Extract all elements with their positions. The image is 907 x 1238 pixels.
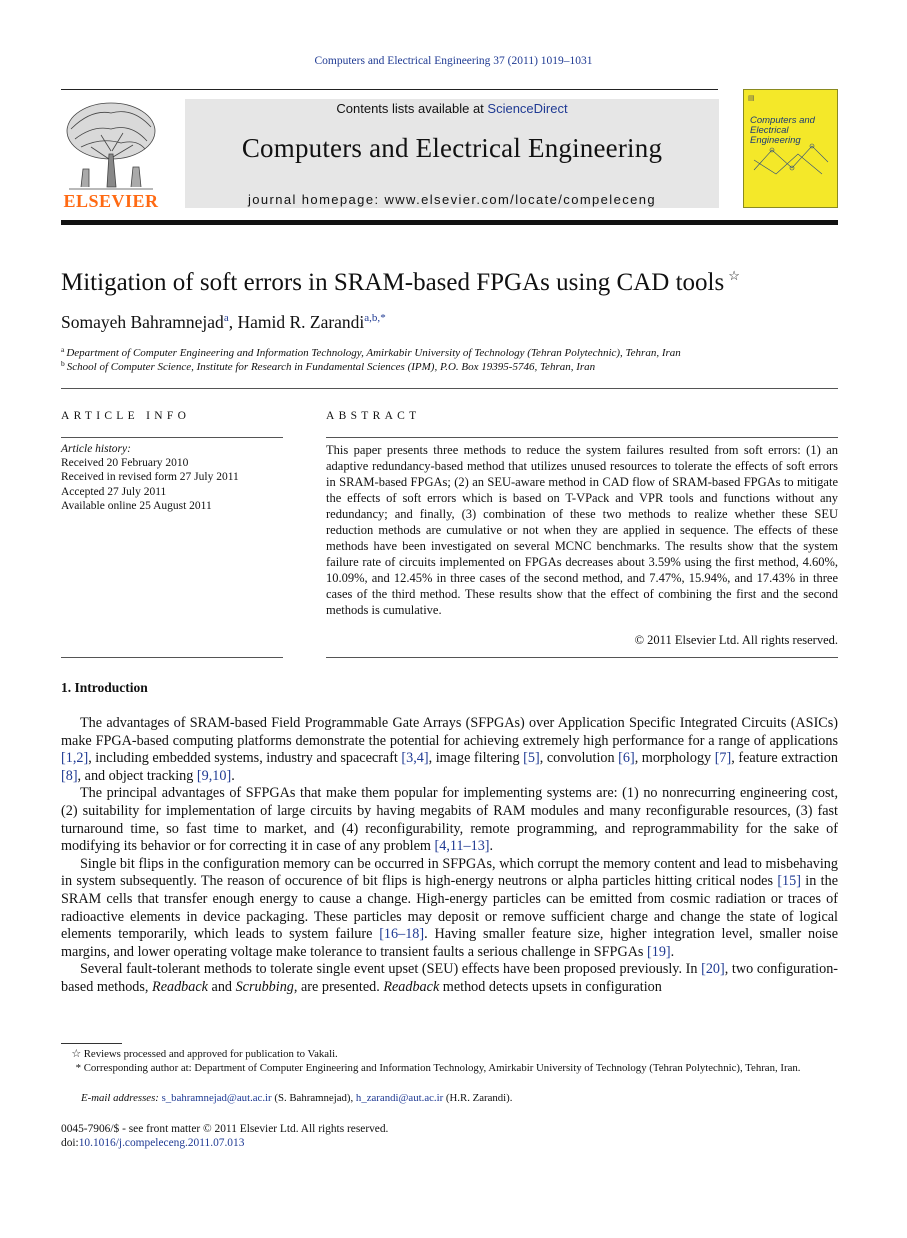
intro-paragraph-4 [61, 961, 838, 996]
p4-text: method detects upsets in configuration [439, 978, 662, 995]
header-top-rule [61, 89, 718, 90]
article-info-bottom-rule [61, 657, 283, 658]
contents-line [185, 101, 719, 116]
author-list: Somayeh Bahramnejad$^a$, Hamid R. Zarandi$^{a,b,*}$ [61, 312, 386, 332]
contents-prefix: Contents lists available at [336, 101, 488, 116]
header-thick-rule [61, 220, 838, 225]
p4-text: and [207, 978, 236, 995]
abstract-copyright: © 2011 Elsevier Ltd. All rights reserved. [634, 633, 838, 647]
citation-link[interactable]: [7] [714, 750, 732, 767]
p1-text: , image filtering [428, 750, 524, 767]
front-matter-info [61, 1122, 388, 1150]
journal-cover-thumbnail[interactable] [743, 89, 838, 208]
title-footnote-star-icon[interactable]: ☆ [728, 268, 740, 283]
affiliation-b [61, 359, 595, 373]
abstract-rule [326, 437, 838, 438]
abstract-bottom-rule [326, 657, 838, 658]
article-history [61, 442, 239, 513]
p3-text: . Having smaller feature size, higher integration level, smaller noise margins, and lower operating voltage make tolerance to transient faults a serious challenge in SFPGAs [61, 926, 838, 960]
accepted-date: Accepted 27 July 2011 [61, 485, 167, 498]
cover-title-line1: Computers and [750, 115, 815, 126]
author-name-1[interactable]: Somayeh Bahramnejad [61, 312, 224, 332]
abstract-heading: ABSTRACT [326, 410, 421, 422]
citation-link[interactable]: [5] [523, 750, 540, 767]
p1-text: , including embedded systems, industry and spacecraft [88, 750, 402, 767]
revised-date: Received in revised form 27 July 2011 [61, 471, 239, 484]
article-info-rule [61, 437, 283, 438]
affiliation-a [61, 345, 681, 359]
p1-text: , and object tracking [77, 767, 197, 784]
p4-term: Scrubbing [235, 978, 294, 995]
citation-link[interactable]: [9,10] [196, 767, 232, 784]
journal-name: Computers and Electrical Engineering [241, 133, 663, 163]
email-link-1[interactable]: s_bahramnejad@aut.ac.ir [161, 1092, 272, 1104]
p1-text: The advantages of SRAM-based Field Programmable Gate Arrays (SFPGAs) over Application Specific Integrated Circuits (ASICs) make FPGA-based computing platforms demonstrate the potential for achieving extremely high performance for a range of applications [61, 715, 838, 749]
footnote-review [61, 1048, 838, 1061]
online-date: Available online 25 August 2011 [61, 499, 212, 512]
footnote-review-text: Reviews processed and approved for publication to Vakali. [83, 1048, 338, 1060]
email-owner-1: (S. Bahramnejad), [271, 1092, 356, 1104]
intro-paragraph-2 [61, 785, 838, 855]
affiliation-divider [61, 388, 838, 389]
section-heading-introduction: 1. Introduction [61, 680, 148, 695]
issn-line: 0045-7906/$ - see front matter © 2011 Elsevier Ltd. All rights reserved. [61, 1123, 389, 1135]
p4-term: Readback [383, 978, 440, 995]
citation-link[interactable]: [20] [701, 961, 725, 978]
affiliation-b-text: School of Computer Science, Institute for Research in Fundamental Sciences (IPM), P.O. Box 19395-5746, Tehran, Iran [66, 361, 596, 373]
intro-paragraph-1 [61, 715, 838, 785]
elsevier-wordmark: ELSEVIER [63, 191, 159, 211]
citation-link[interactable]: [1,2] [61, 750, 89, 767]
p2-text: The principal advantages of SFPGAs that make them popular for implementing systems are: (1) no nonrecurring engineering cost, (2) suitability for implementation of large circuits by having megabits of RAM modules and many reconfigurable resources, (3) fast turnaround time, so fast time to market, and (4) reconfigurability, remote programming, and reprogrammability for the sake of modifying its behavior or for correcting it in case of any problem [61, 785, 838, 855]
author-name-2[interactable]: Hamid R. Zarandi [237, 312, 365, 332]
citation-link[interactable]: [15] [777, 873, 801, 890]
p1-text: , feature extraction [731, 750, 838, 767]
doi-label: doi: [61, 1137, 79, 1150]
affiliation-b-label: b [61, 359, 65, 368]
cover-illustration [752, 140, 830, 180]
p3-text: Single bit flips in the configuration memory can be occurred in SFPGAs, which corrupt the memory content and lead to misbehaving in system subsequently. The reason of occurence of bit flips is high-energy neutrons or alpha particles hitting critical nodes [61, 855, 838, 890]
history-label: Article history: [61, 443, 131, 455]
sciencedirect-link[interactable]: ScienceDirect [487, 101, 568, 116]
p4-text: , two configuration-based methods, [61, 961, 839, 995]
author-2-affiliation-letters[interactable]: a,b, [364, 312, 381, 324]
footnote-star-icon: ☆ [71, 1048, 81, 1060]
citation-link[interactable]: [16–18] [379, 926, 425, 943]
intro-paragraph-3 [61, 856, 838, 962]
email-owner-2: (H.R. Zarandi). [443, 1092, 513, 1104]
p4-text: Several fault-tolerant methods to tolerate single event upset (SEU) effects have been proposed previously. In [80, 961, 702, 978]
footnote-emails [81, 1092, 838, 1105]
doi-link[interactable]: 10.1016/j.compeleceng.2011.07.013 [78, 1137, 245, 1150]
affiliation-a-text: Department of Computer Engineering and Information Technology, Amirkabir University of Technology (Tehran Polytechnic), Tehran, Iran [66, 347, 681, 359]
email-label: E-mail addresses: [81, 1092, 159, 1104]
citation-link[interactable]: [19] [647, 943, 671, 960]
abstract-text: This paper presents three methods to reduce the system failures resulted from soft errors: (1) an adaptive redundancy-based method that utilizes unused resources to tolerate the effects of soft errors in SRAM-based FPGAs; (2) an SEU-aware method in CAD flow of SRAM-based FPGAs to mitigate the effects of soft errors which is based on T-VPack and VPR tools and functions without any redundancy; and finally, (3) combination of these two methods to realize whether these SEU reduction methods are cumulative or not when they are applied in sequence. The effects of these methods have been investigated on several MCNC benchmarks. The results show that the system failure rate of circuits implemented on FPGAs decreases about 3.59% using the first method, 4.60%, 10.09%, and 12.45% in three cases of the second method, and 7.47%, 15.94%, and 17.43% in three cases of the third method. These results show that the effect of combining the first and the second methods is cumulative. [326, 443, 838, 617]
cover-publisher-mark: ▤ [748, 94, 755, 102]
article-info-heading: ARTICLE INFO [61, 410, 191, 422]
author-2-affiliation-mark[interactable] [364, 312, 385, 324]
p4-term: Readback [152, 978, 208, 995]
email-link-2[interactable]: h_zarandi@aut.ac.ir [355, 1092, 444, 1104]
p1-text: , morphology [634, 750, 715, 767]
corresponding-author-mark[interactable]: * [380, 312, 386, 324]
journal-banner [185, 99, 719, 208]
article-title-text: Mitigation of soft errors in SRAM-based FPGAs using CAD tools [61, 269, 725, 296]
author-1-affiliation-mark[interactable]: a [223, 312, 229, 324]
article-title [61, 268, 740, 297]
footnote-corresponding-text: Corresponding author at: Department of Computer Engineering and Information Technology, Amirkabir University of Technology (Tehran Polytechnic), Tehran, Iran. [83, 1062, 801, 1074]
p4-text: , are presented. [293, 978, 384, 995]
p3-text: in the SRAM cells that transfer enough energy to cause a change. High-energy particles can be emitted from cosmic radiation or traces of radioactive elements in device packaging. These particles may deposit or remove sufficient charge and change the state of logical elements temporarily, which leads to system failure [61, 873, 838, 943]
footnote-corresponding [61, 1062, 838, 1075]
citation-link[interactable]: [4,11–13] [434, 838, 490, 855]
footnote-rule [61, 1043, 122, 1044]
footnote-asterisk-icon: * [75, 1062, 81, 1074]
journal-homepage[interactable]: journal homepage: www.elsevier.com/locate/compeleceng [247, 192, 657, 207]
p1-text: . [231, 767, 235, 784]
journal-citation[interactable]: Computers and Electrical Engineering 37 (2011) 1019–1031 [314, 55, 593, 67]
introduction-body [61, 715, 838, 997]
p3-text: . [670, 943, 675, 960]
p2-text: . [489, 838, 494, 855]
citation-link[interactable]: [8] [61, 767, 78, 784]
citation-link[interactable]: [3,4] [401, 750, 429, 767]
received-date: Received 20 February 2010 [61, 457, 189, 470]
p1-text: , convolution [539, 750, 619, 767]
affiliation-a-label: a [61, 345, 65, 354]
citation-link[interactable]: [6] [618, 750, 635, 767]
cover-title-line2: Electrical Engineering [750, 125, 801, 146]
